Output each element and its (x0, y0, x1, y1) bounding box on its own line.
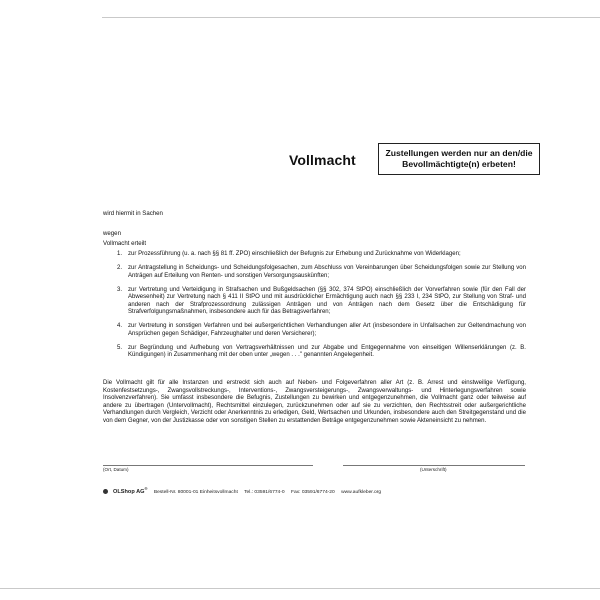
phone-number: Tel.: 03591/6774-0 (244, 489, 285, 495)
list-item (103, 265, 526, 280)
list-item-number: 3. (117, 286, 123, 293)
list-item-text: zur Begründung und Aufhebung von Vertragsverhältnissen und zur Abgabe und Entgegennahme von einseitigen Willenserklärungen (z. B. Kündigungen) in Zusammenhang mit der oben unter „wegen . . ." genannten Angelegenheit. (128, 344, 526, 358)
top-border-line (102, 17, 600, 18)
list-item-number: 1. (117, 251, 123, 257)
list-item-text: zur Vertretung in sonstigen Verfahren und bei außergerichtlichen Verhandlungen aller Art (insbesondere in Unfallsachen zur Geltendmachung von Ansprüchen gegen Schädiger, Fahrzeughalter und deren Versicherer); (128, 323, 526, 337)
brand-name: OLShop AG (113, 488, 145, 495)
brand-logo (103, 486, 148, 495)
vollmacht-erteilt-label: Vollmacht erteilt (103, 240, 147, 247)
list-item-text: zur Antragstellung in Scheidungs- und Scheidungsfolgesachen, zum Abschluss von Vereinbarungen über Scheidungsfolgen sowie zur Stellung von Anträgen auf Erteilung von Renten- und sonstigen Versorgungsauskünften; (128, 265, 526, 279)
form-footer (103, 486, 543, 495)
authority-list (103, 251, 526, 366)
delivery-notice-line-1: Zustellungen werden nur an den/die (385, 148, 533, 158)
list-item (103, 345, 526, 360)
list-item-number: 4. (117, 323, 123, 329)
bottom-border-line (0, 588, 600, 589)
in-sachen-label: wird hiermit in Sachen (103, 210, 163, 217)
brand-registered-mark: ® (144, 486, 148, 491)
order-number: Bestell-Nr. 80001-01 Einheitsvollmacht (153, 489, 238, 495)
delivery-notice-line-2: Bevollmächtigte(n) erbeten! (402, 159, 516, 169)
place-date-line[interactable] (103, 465, 313, 466)
document-title: Vollmacht (289, 152, 356, 168)
fax-number: Fax: 03591/6774-20 (290, 489, 335, 495)
list-item-text: zur Vertretung und Verteidigung in Strafsachen und Bußgeldsachen (§§ 302, 374 StPO) einschließlich der Vorverfahren sowie (für den Fall der Abwesenheit) zur Vertretung nach § 411 II StPO und mit ausdrücklicher Ermächtigung auch nach §§ 233 I, 234 StPO, zur Stellung von Straf- und anderen nach der Strafprozessordnung zulässigen Anträgen und von Anträgen nach dem Gesetz über die Entschädigung für Strafverfolgungsmaßnahmen, insbesondere auch für das Betragsverfahren; (128, 286, 526, 315)
list-item-text: zur Prozessführung (u. a. nach §§ 81 ff. ZPO) einschließlich der Befugnis zur Erhebung und Zurücknahme von Widerklagen; (128, 251, 461, 257)
delivery-notice-box (378, 143, 540, 175)
list-item-number: 2. (117, 265, 123, 271)
list-item (103, 323, 526, 338)
website-link[interactable]: www.aufkleber.org (341, 489, 382, 495)
brand-logo-icon (103, 489, 108, 494)
place-date-caption: (Ort, Datum) (103, 467, 129, 472)
signature-caption: (Unterschrift) (420, 467, 447, 472)
list-item (103, 287, 526, 317)
list-item-number: 5. (117, 344, 123, 351)
signature-line[interactable] (343, 465, 525, 466)
list-item (103, 251, 526, 259)
scope-paragraph: Die Vollmacht gilt für alle Instanzen und erstreckt sich auch auf Neben- und Folgeverfahren aller Art (z. B. Arrest und einstweilige Verfügung, Kostenfestsetzungs-, Zwangsvollstreckungs-, Interventions-, Zwangsversteigerungs-, Zwangsverwaltungs- und Hinterlegungsverfahren sowie Insolvenzverfahren). Sie umfasst insbesondere die Befugnis, Zustellungen zu bewirken und entgegenzunehmen, die Vollmacht ganz oder teilweise auf andere zu übertragen (Untervollmacht), Rechtsmittel einzulegen, zurückzunehmen oder auf sie zu verzichten, den Rechtsstreit oder außergerichtliche Verhandlungen durch Vergleich, Verzicht oder Anerkenntnis zu erledigen, Geld, Wertsachen und Urkunden, insbesondere auch den Streitgegenstand und die von dem Gegner, von der Justizkasse oder von sonstigen Stellen zu erstattenden Beträge entgegenzunehmen sowie Akteneinsicht zu nehmen. (103, 380, 526, 424)
wegen-label: wegen (103, 230, 121, 237)
